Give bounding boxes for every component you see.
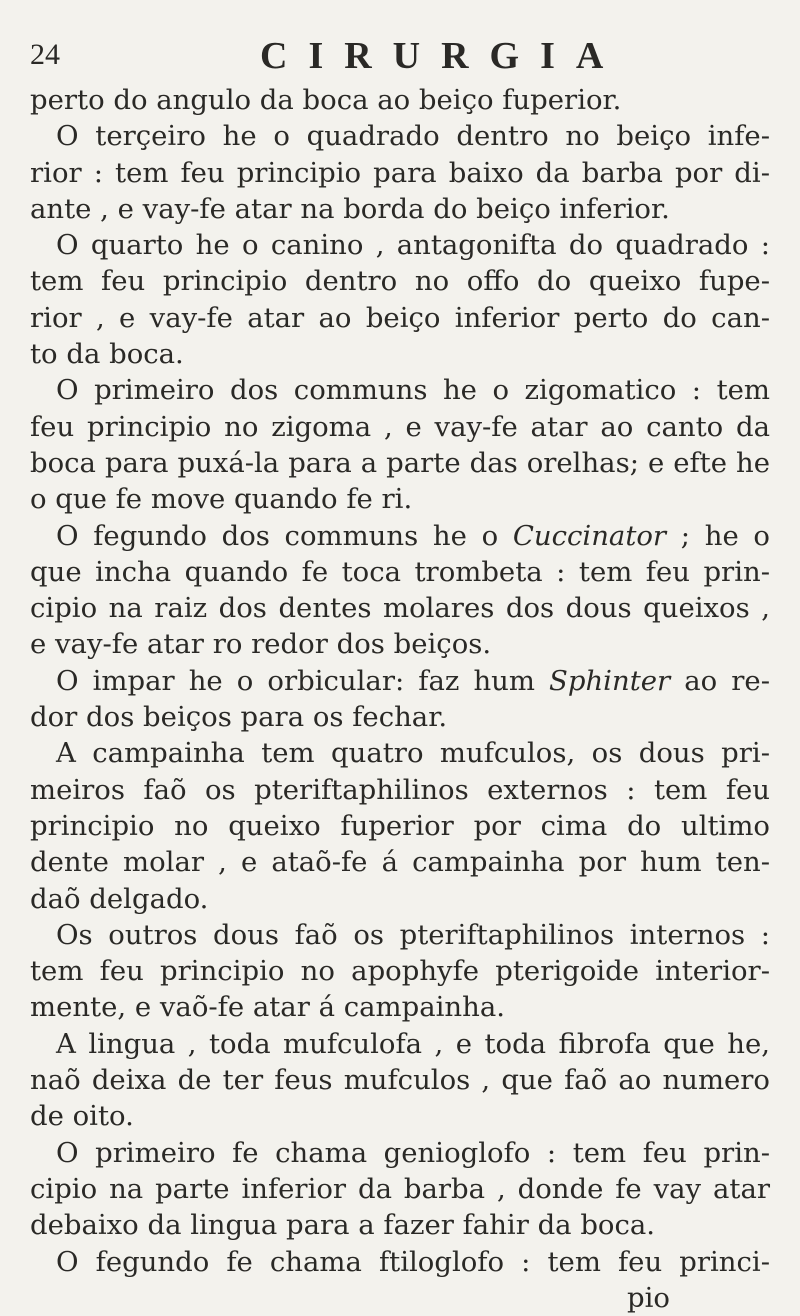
text-line xyxy=(30,554,770,590)
text-line xyxy=(30,1062,770,1098)
text-run: cipio na raiz dos dentes molares dos dous queixos , xyxy=(30,592,770,625)
text-line xyxy=(30,1026,770,1062)
text-line xyxy=(30,1244,770,1280)
text-line xyxy=(30,590,770,626)
body-text xyxy=(30,82,770,1316)
text-line xyxy=(30,155,770,191)
text-line xyxy=(30,481,770,517)
text-line xyxy=(30,989,770,1025)
text-line xyxy=(30,263,770,299)
text-line xyxy=(30,626,770,662)
text-line xyxy=(30,118,770,154)
text-line xyxy=(30,191,770,227)
text-run: feu principio no zigoma , e vay-fe atar ao canto da xyxy=(30,410,770,443)
text-run: tem feu principio dentro no offo do queixo fupe- xyxy=(30,265,770,298)
text-run: O fegundo dos communs he o xyxy=(56,519,513,552)
italic-term: Cuccinator xyxy=(512,519,667,552)
text-run: dente molar , e ataõ-fe á campainha por hum ten- xyxy=(30,846,770,879)
text-run: mente, e vaõ-fe atar á campainha. xyxy=(30,991,505,1024)
text-line xyxy=(30,808,770,844)
text-run: ante , e vay-fe atar na borda do beiço inferior. xyxy=(30,192,670,225)
text-run: perto do angulo da boca ao beiço fuperior. xyxy=(30,84,622,116)
text-line xyxy=(30,336,770,372)
text-line xyxy=(30,445,770,481)
text-line xyxy=(30,82,770,118)
text-run: ; he o xyxy=(666,519,770,552)
text-run: meiros faõ os pteriftaphilinos externos : tem feu xyxy=(30,773,770,806)
text-run: rior : tem feu principio para baixo da barba por di- xyxy=(30,156,770,189)
text-line xyxy=(30,844,770,880)
text-line xyxy=(30,372,770,408)
text-run: Os outros dous faõ os pteriftaphilinos internos : xyxy=(56,918,770,951)
running-title: CIRURGIA xyxy=(260,35,625,77)
text-run: tem feu principio no apophyfe pterigoide interior- xyxy=(30,955,770,988)
text-run: o que fe move quando fe ri. xyxy=(30,483,413,516)
text-run: O fegundo fe chama ftiloglofo : tem feu princi- xyxy=(56,1245,770,1278)
text-line xyxy=(30,772,770,808)
text-run: O terçeiro he o quadrado dentro no beiço infe- xyxy=(56,120,770,153)
text-run: O quarto he o canino , antagonifta do quadrado : xyxy=(56,229,770,262)
text-line xyxy=(30,409,770,445)
text-run: cipio na parte inferior da barba , donde fe vay atar xyxy=(30,1172,770,1205)
text-run: debaixo da lingua para a fazer fahir da boca. xyxy=(30,1209,656,1242)
text-run: dor dos beiços para os fechar. xyxy=(30,701,448,734)
text-line xyxy=(30,881,770,917)
italic-term: Sphinter xyxy=(549,664,671,697)
text-run: A campainha tem quatro mufculos, os dous pri- xyxy=(56,737,770,770)
page-number: 24 xyxy=(30,38,60,71)
text-line xyxy=(30,1280,770,1316)
text-line xyxy=(30,227,770,263)
text-run: O primeiro fe chama genioglofo : tem feu prin- xyxy=(56,1136,770,1169)
text-run: to da boca. xyxy=(30,338,184,371)
text-run: boca para puxá-la para a parte das orelhas; e efte he xyxy=(30,446,770,479)
text-line xyxy=(30,1135,770,1171)
text-line xyxy=(30,518,770,554)
text-run: rior , e vay-fe atar ao beiço inferior perto do can- xyxy=(30,301,770,334)
text-line xyxy=(30,699,770,735)
text-line xyxy=(30,1207,770,1243)
text-line xyxy=(30,1171,770,1207)
text-run: O impar he o orbicular: faz hum xyxy=(56,664,550,697)
text-line xyxy=(30,1098,770,1134)
text-line xyxy=(30,917,770,953)
text-line xyxy=(30,953,770,989)
text-run: daõ delgado. xyxy=(30,882,209,915)
text-run: e vay-fe atar ro redor dos beiços. xyxy=(30,628,492,661)
text-line xyxy=(30,300,770,336)
text-run: ao re- xyxy=(670,664,770,697)
text-run: pio xyxy=(627,1281,670,1314)
text-run: de oito. xyxy=(30,1100,134,1133)
text-line xyxy=(30,663,770,699)
text-run: que incha quando fe toca trombeta : tem feu prin- xyxy=(30,555,770,588)
text-run: principio no queixo fuperior por cima do ultimo xyxy=(30,809,770,842)
text-run: naõ deixa de ter feus mufculos , que faõ ao numero xyxy=(30,1064,770,1097)
text-line xyxy=(30,735,770,771)
text-run: O primeiro dos communs he o zigomatico : tem xyxy=(56,374,770,407)
text-run: A lingua , toda mufculofa , e toda fibrofa que he, xyxy=(56,1027,770,1060)
page-header xyxy=(30,35,770,82)
